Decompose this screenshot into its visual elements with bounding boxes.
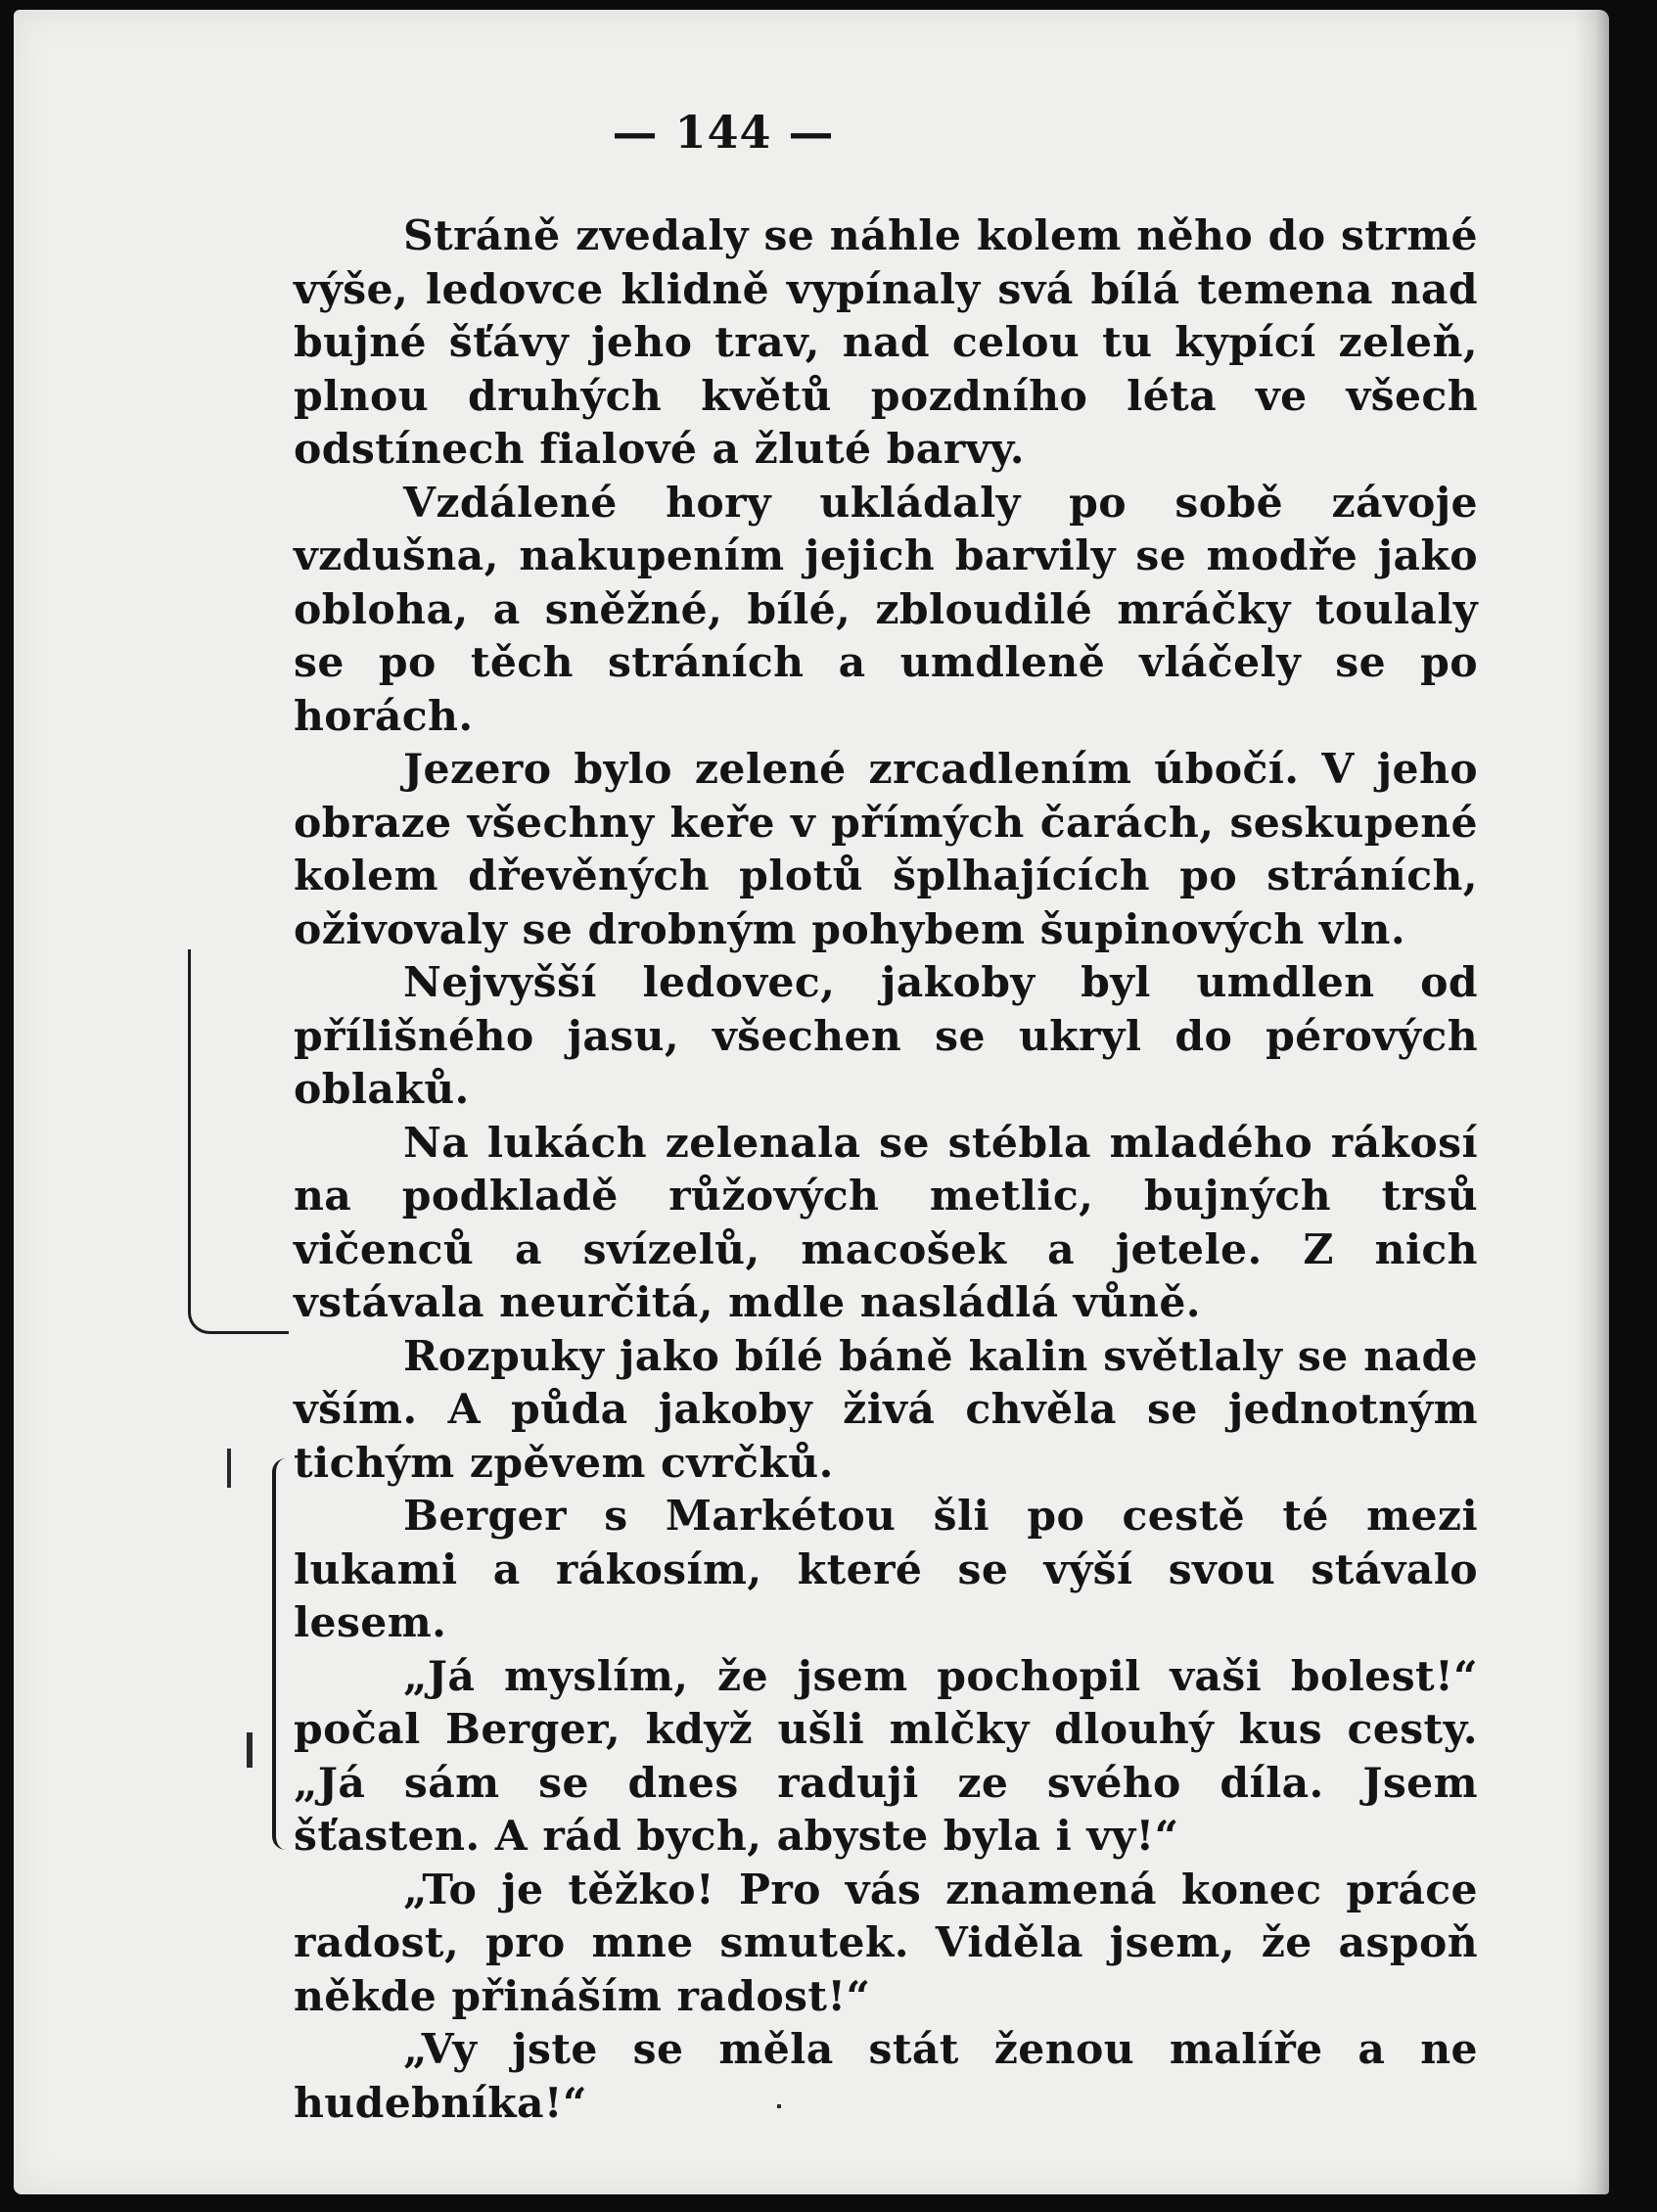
page-number: — 144 —	[612, 106, 835, 159]
margin-speck	[247, 1732, 253, 1768]
paragraph: Stráně zvedaly se náhle kolem něho do strmé výše, ledovce klidně vypínaly svá bílá temena nad bujné šťávy jeho trav, nad celou tu kypící zeleň, plnou druhých květů pozdního léta ve všech odstínech fialové a žluté barvy.	[294, 211, 1478, 474]
paragraph: Jezero bylo zelené zrcadlením úbočí. V jeho obraze všechny keře v přímých čarách, seskupené kolem dřevěných plotů šplhajících po stráních, oživovaly se drobným pohybem šupinových vln.	[294, 745, 1478, 954]
paragraph: Berger s Markétou šli po cestě té mezi lukami a rákosím, které se výší svou stávalo lesem.	[294, 1492, 1478, 1647]
paragraph: Vzdálené hory ukládaly po sobě závoje vzdušna, nakupením jejich barvily se modře jako obloha, a sněžné, bílé, zbloudilé mráčky toulaly se po těch stráních a umdleně vláčely se po horách.	[294, 478, 1478, 741]
paragraph: „Já myslím, že jsem pochopil vaši bolest!“ počal Berger, když ušli mlčky dlouhý kus cesty. „Já sám se dnes raduji ze svého díla. Jsem šťasten. A rád bych, abyste byla i vy!“	[294, 1651, 1478, 1861]
paragraph: Rozpuky jako bílé báně kalin světlaly se nade vším. A půda jakoby živá chvěla se jednotným tichým zpěvem cvrčků.	[294, 1331, 1478, 1488]
body-text	[294, 209, 1478, 2130]
book-page	[14, 10, 1609, 2194]
paragraph: „To je těžko! Pro vás znamená konec práce radost, pro mne smutek. Viděla jsem, že aspoň někde přináším radost!“	[294, 1865, 1478, 2021]
paragraph: Na lukách zelenala se stébla mladého rákosí na podkladě růžových metlic, bujných trsů vičenců a svízelů, macošek a jetele. Z nich vstávala neurčitá, mdle nasládlá vůně.	[294, 1118, 1478, 1327]
page-edge-shadow	[1574, 10, 1609, 2194]
paragraph: Nejvyšší ledovec, jakoby byl umdlen od přílišného jasu, všechen se ukryl do pérových oblaků.	[294, 958, 1478, 1114]
margin-speck	[227, 1449, 231, 1488]
paragraph: „Vy jste se měla stát ženou malíře a ne hudebníka!“	[294, 2025, 1478, 2128]
margin-speck	[777, 2104, 781, 2108]
margin-pencil-mark-upper	[188, 949, 289, 1334]
margin-pencil-bracket-lower	[272, 1458, 290, 1850]
